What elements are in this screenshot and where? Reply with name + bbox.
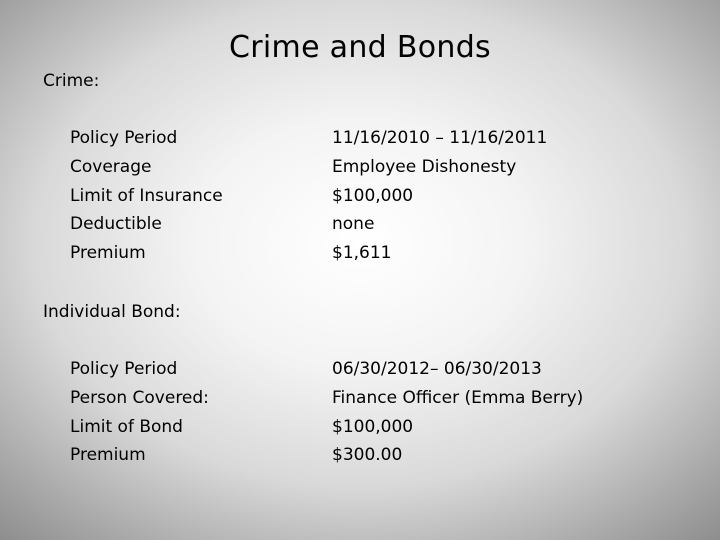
slide-title	[0, 28, 720, 68]
crime-value-deductible: none	[332, 214, 375, 235]
crime-value-policy-period: 11/16/2010 – 11/16/2011	[332, 128, 548, 148]
crime-values	[332, 124, 547, 268]
crime-label-policy-period: Policy Period	[70, 128, 178, 148]
crime-value-limit: $100,000	[332, 185, 414, 206]
crime-label-deductible: Deductible	[70, 214, 162, 235]
slide-title-text: Crime and Bonds	[229, 30, 491, 65]
bond-value-premium: $300.00	[332, 445, 403, 466]
crime-heading: Crime:	[43, 71, 100, 91]
bond-value-policy-period: 06/30/2012– 06/30/2013	[332, 359, 542, 379]
bond-label-policy-period: Policy Period	[70, 359, 178, 379]
bond-value-person-covered: Finance Officer (Emma Berry)	[332, 387, 584, 408]
bond-labels	[70, 355, 209, 470]
bond-value-limit: $100,000	[332, 416, 414, 437]
crime-label-limit: Limit of Insurance	[70, 185, 223, 206]
bond-heading: Individual Bond:	[43, 302, 181, 322]
bond-values	[332, 355, 583, 470]
bond-label-person-covered: Person Covered:	[70, 387, 209, 408]
bond-label-limit: Limit of Bond	[70, 416, 183, 437]
bond-label-premium: Premium	[70, 445, 146, 466]
crime-value-premium: $1,611	[332, 243, 392, 264]
crime-value-coverage: Employee Dishonesty	[332, 156, 517, 177]
crime-labels	[70, 124, 223, 268]
crime-label-coverage: Coverage	[70, 156, 152, 177]
crime-label-premium: Premium	[70, 243, 146, 264]
